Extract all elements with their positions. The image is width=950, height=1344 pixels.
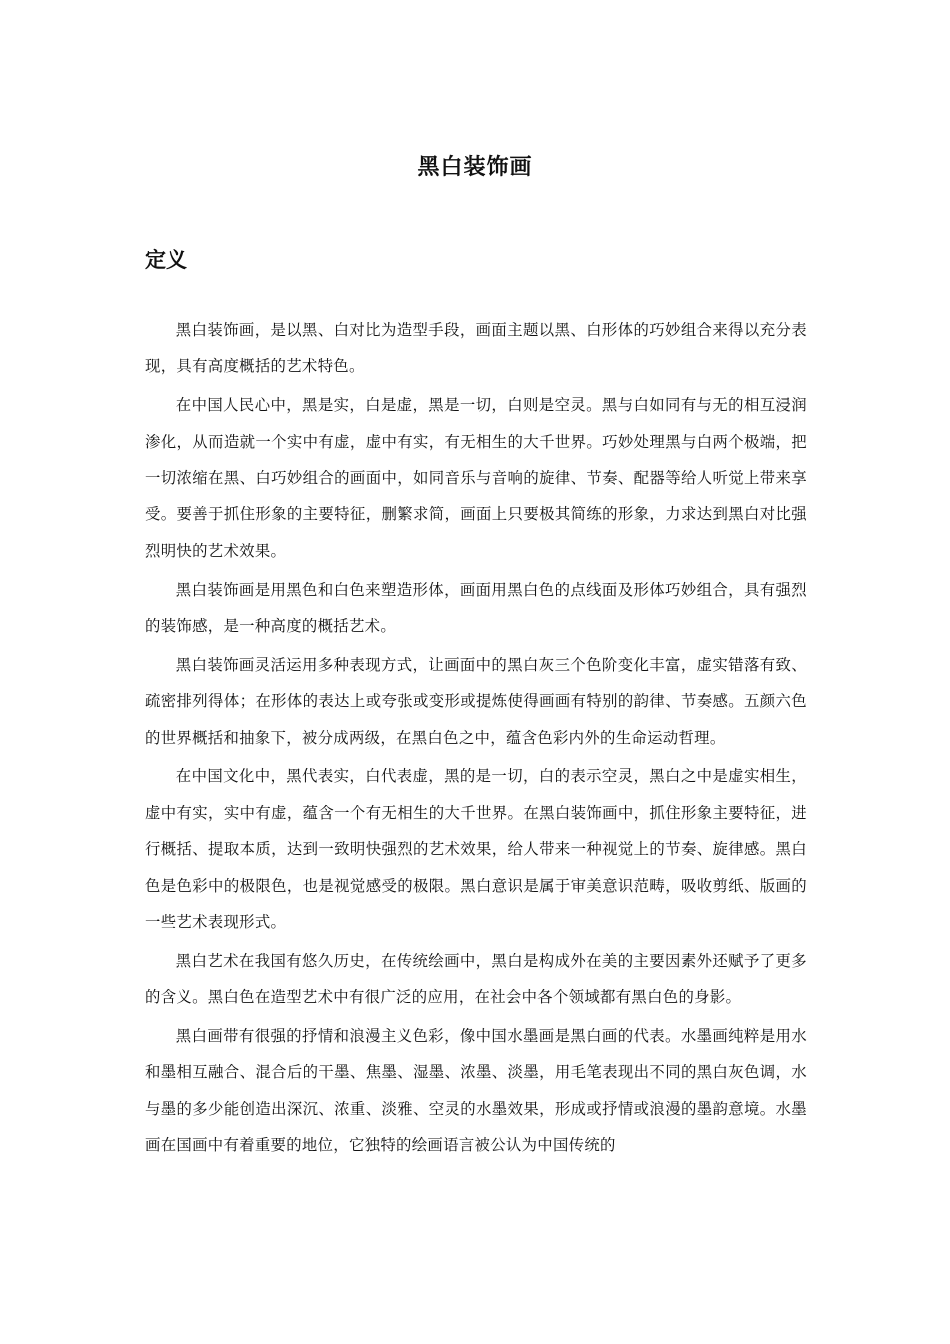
paragraph: 在中国文化中，黑代表实，白代表虚，黑的是一切，白的表示空灵，黑白之中是虚实相生，虚中有实，实中有虚，蕴含一个有无相生的大千世界。在黑白装饰画中，抓住形象主要特征，进行概括、提取本质，达到一致明快强烈的艺术效果，给人带来一种视觉上的节奏、旋律感。黑白色是色彩中的极限色，也是视觉感受的极限。黑白意识是属于审美意识范畴，吸收剪纸、版画的一些艺术表现形式。 xyxy=(145,767,807,932)
paragraph: 黑白装饰画，是以黑、白对比为造型手段，画面主题以黑、白形体的巧妙组合来得以充分表现，具有高度概括的艺术特色。 xyxy=(145,321,807,376)
paragraph: 黑白装饰画是用黑色和白色来塑造形体，画面用黑白色的点线面及形体巧妙组合，具有强烈的装饰感，是一种高度的概括艺术。 xyxy=(145,580,807,636)
paragraph: 黑白艺术在我国有悠久历史，在传统绘画中，黑白是构成外在美的主要因素外还赋予了更多的含义。黑白色在造型艺术中有很广泛的应用，在社会中各个领域都有黑白色的身影。 xyxy=(145,951,807,1007)
paragraph: 黑白画带有很强的抒情和浪漫主义色彩，像中国水墨画是黑白画的代表。水墨画纯粹是用水和墨相互融合、混合后的干墨、焦墨、湿墨、浓墨、淡墨，用毛笔表现出不同的黑白灰色调，水与墨的多少能创造出深沉、浓重、淡雅、空灵的水墨效果，形成或抒情或浪漫的墨韵意境。水墨画在国画中有着重要的地位，它独特的绘画语言被公认为中国传统的 xyxy=(145,1027,807,1155)
section-heading-definition: 定义 xyxy=(145,248,187,272)
paragraph: 黑白装饰画灵活运用多种表现方式，让画面中的黑白灰三个色阶变化丰富，虚实错落有致、疏密排列得体；在形体的表达上或夸张或变形或提炼使得画画有特别的韵律、节奏感。五颜六色的世界概括和抽象下，被分成两级，在黑白色之中，蕴含色彩内外的生命运动哲理。 xyxy=(145,655,807,747)
paragraph: 在中国人民心中，黑是实，白是虚，黑是一切，白则是空灵。黑与白如同有与无的相互浸润渗化，从而造就一个实中有虚，虚中有实，有无相生的大千世界。巧妙处理黑与白两个极端，把一切浓缩在黑、白巧妙组合的画面中，如同音乐与音响的旋律、节奏、配器等给人听觉上带来享受。要善于抓住形象的主要特征，删繁求简，画面上只要极其简练的形象，力求达到黑白对比强烈明快的艺术效果。 xyxy=(145,396,807,560)
document-title: 黑白装饰画 xyxy=(417,155,533,180)
document-body xyxy=(145,312,807,1166)
